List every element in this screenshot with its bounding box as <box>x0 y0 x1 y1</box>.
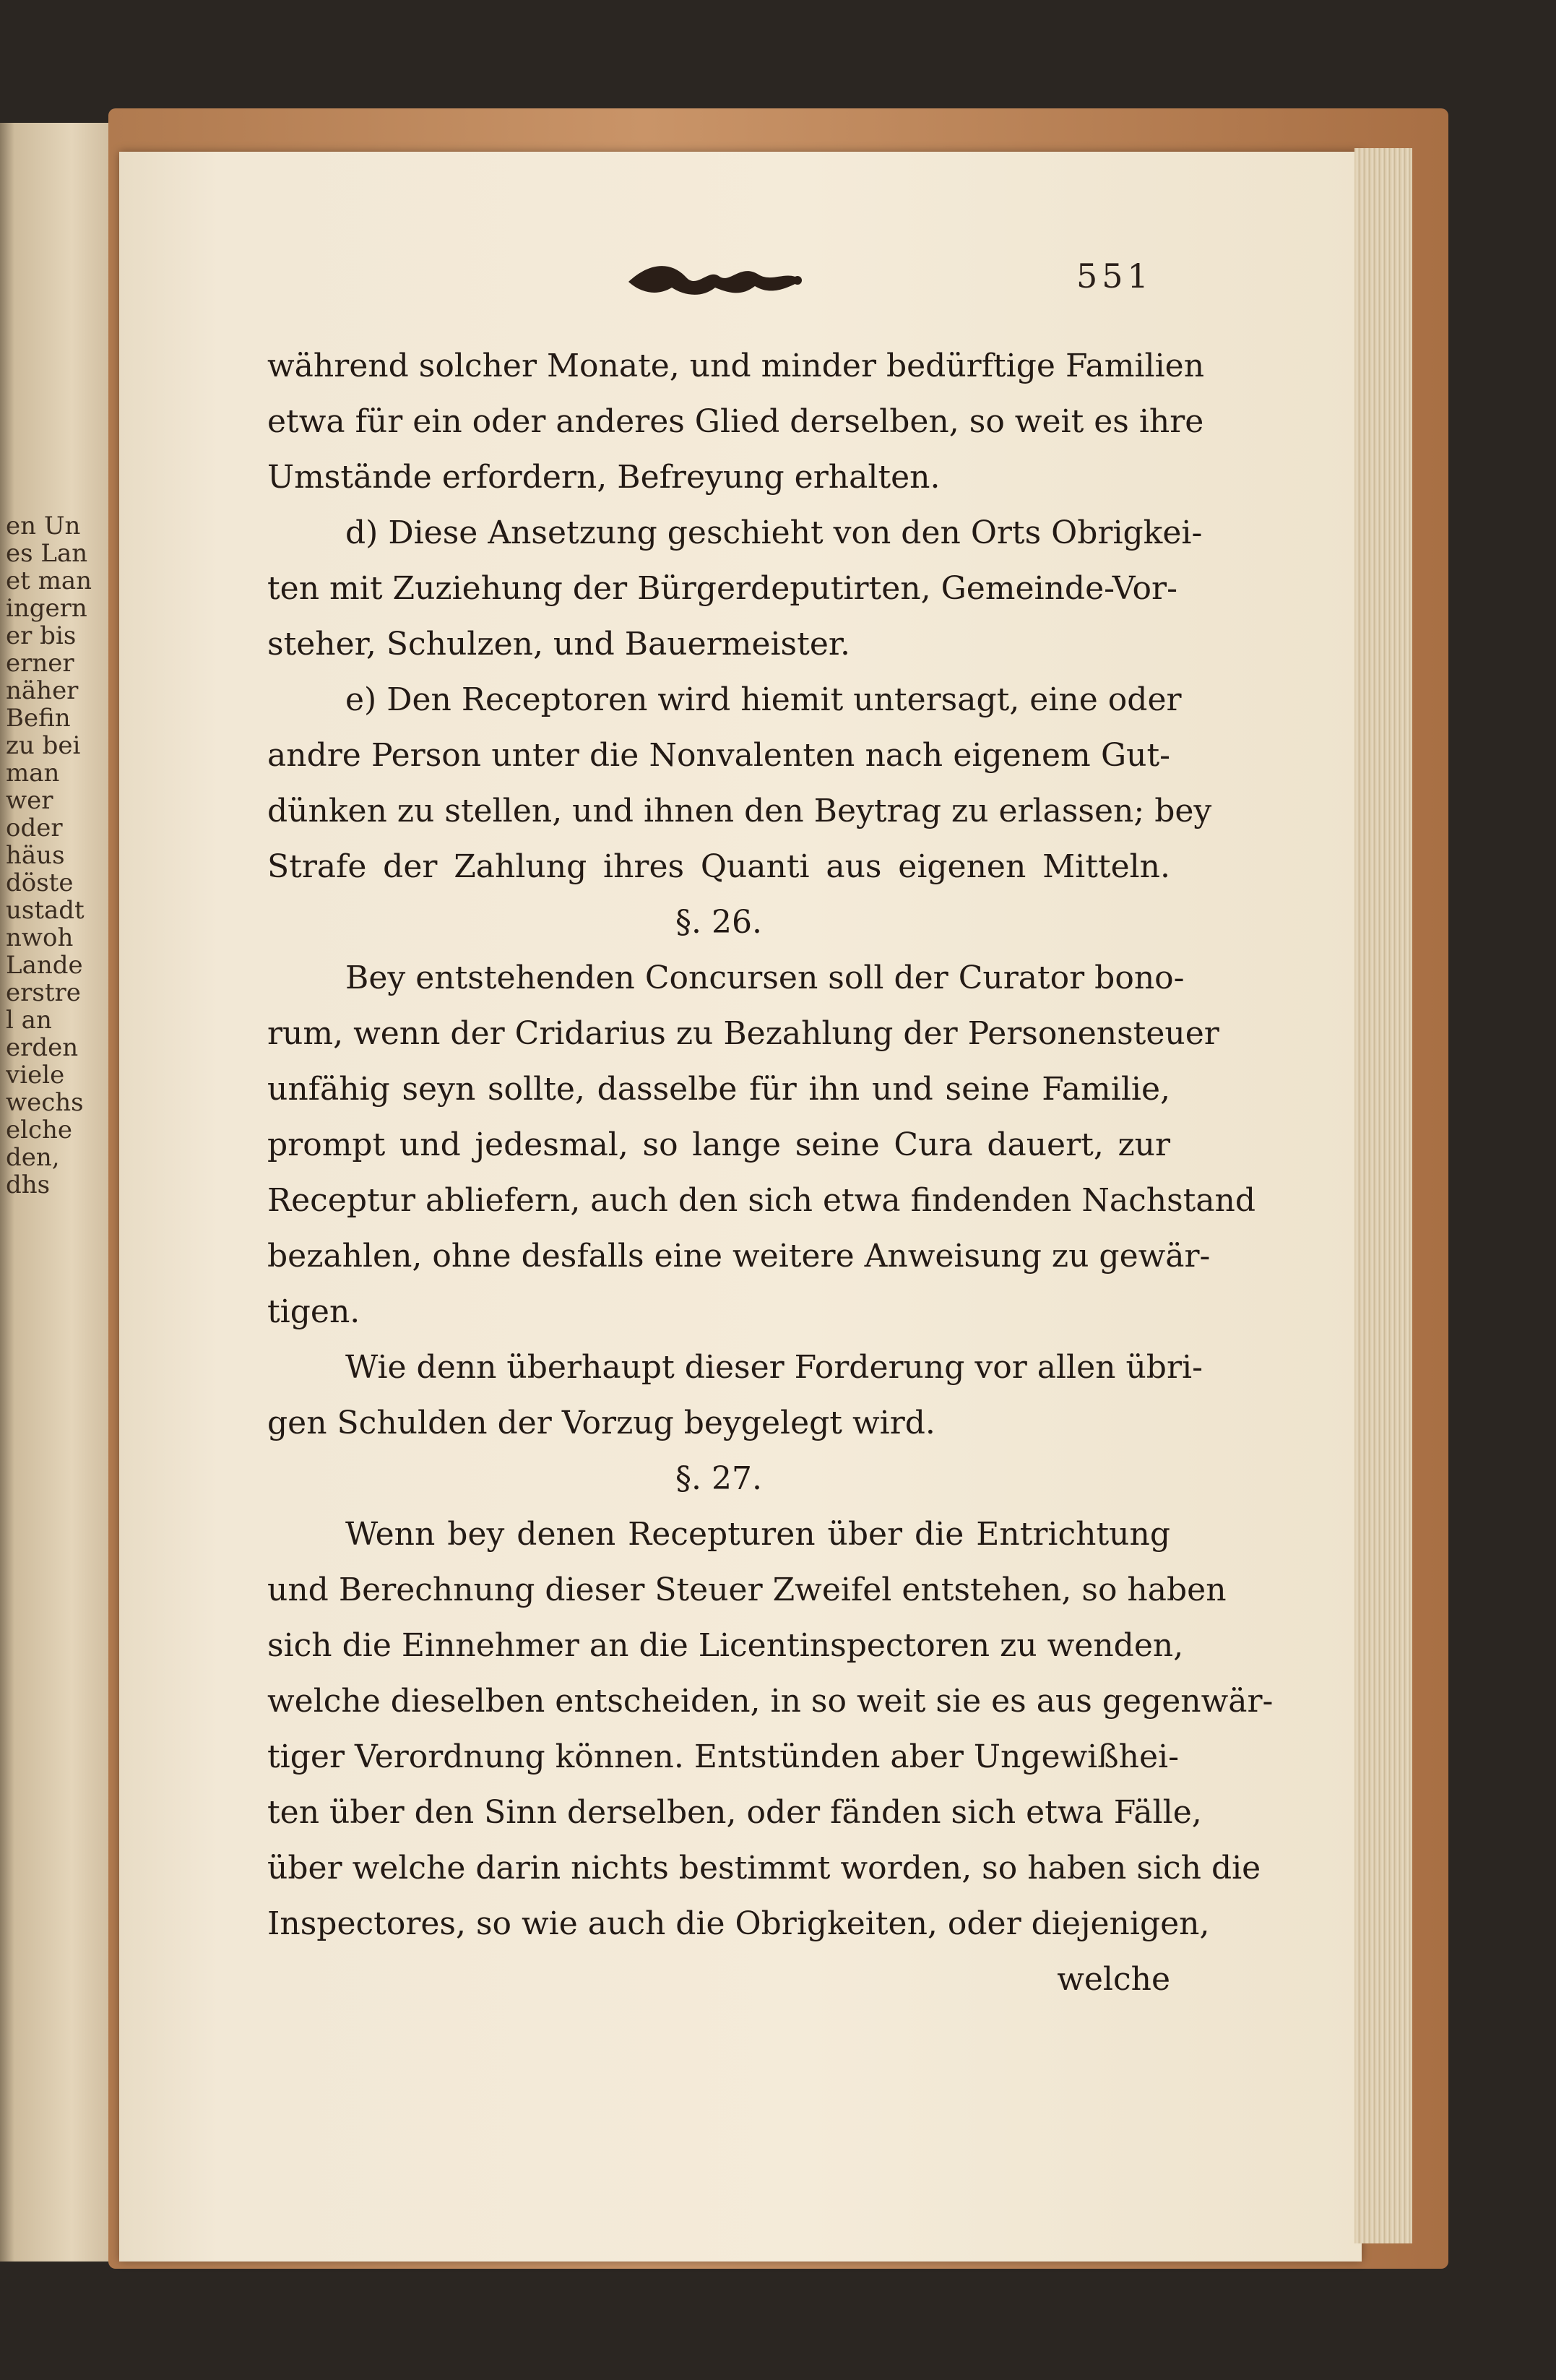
text-line: andre Person unter die Nonvalenten nach eigenem Gut- <box>267 737 1170 774</box>
text-line: gen Schulden der Vorzug beygelegt wird. <box>267 1405 935 1441</box>
left-page-fragment: man <box>6 760 60 787</box>
text-line: etwa für ein oder anderes Glied derselben, so weit es ihre <box>267 403 1204 440</box>
left-page-fragment: wechs <box>6 1090 84 1116</box>
left-page-fragment: erden <box>6 1035 79 1061</box>
left-page-fragment: ingern <box>6 595 87 622</box>
text-line: bezahlen, ohne desfalls eine weitere Anweisung zu gewär- <box>267 1238 1211 1275</box>
left-page-fragment: häus <box>6 842 65 869</box>
text-line: sich die Einnehmer an die Licentinspectoren zu wenden, <box>267 1627 1184 1664</box>
left-page-fragment: dhs <box>6 1172 51 1199</box>
left-page-fragment: er bis <box>6 623 77 650</box>
catchword: welche <box>1057 1961 1170 1998</box>
text-line: während solcher Monate, und minder bedürftige Familien <box>267 348 1205 384</box>
text-line: Strafe der Zahlung ihres Quanti aus eigenen Mitteln. <box>267 848 1170 885</box>
text-line: Bey entstehenden Concursen soll der Curator bono- <box>345 960 1185 996</box>
body-text <box>267 338 1274 2007</box>
text-line: über welche darin nichts bestimmt worden, so haben sich die <box>267 1850 1261 1887</box>
left-page-fragment: döste <box>6 870 74 897</box>
text-line: Inspectores, so wie auch die Obrigkeiten, oder diejenigen, <box>267 1905 1210 1942</box>
left-page-fragment: näher <box>6 678 79 704</box>
left-page-fragment: viele <box>6 1062 65 1089</box>
left-page-fragment: Lande <box>6 952 83 979</box>
left-page-fragment: l an <box>6 1007 52 1034</box>
left-page-fragment: ustadt <box>6 897 85 924</box>
text-line: tigen. <box>267 1293 360 1330</box>
text-line: prompt und jedesmal, so lange seine Cura dauert, zur <box>267 1126 1170 1163</box>
text-line: rum, wenn der Cridarius zu Bezahlung der Personensteuer <box>267 1015 1219 1052</box>
text-line: Wenn bey denen Recepturen über die Entrichtung <box>345 1516 1170 1553</box>
left-page-fragment: zu bei <box>6 733 81 759</box>
text-line: ten über den Sinn derselben, oder fänden sich etwa Fälle, <box>267 1794 1202 1831</box>
text-line: Wie denn überhaupt dieser Forderung vor allen übri- <box>345 1349 1203 1386</box>
text-line: welche dieselben entscheiden, in so weit sie es aus gegenwär- <box>267 1683 1274 1720</box>
text-line: Receptur abliefern, auch den sich etwa findenden Nachstand <box>267 1182 1256 1219</box>
left-page-fragment: oder <box>6 815 63 842</box>
left-page-edge <box>0 123 119 2262</box>
text-line: steher, Schulzen, und Bauermeister. <box>267 626 851 663</box>
left-page-fragment: en Un <box>6 513 81 540</box>
text-line: und Berechnung dieser Steuer Zweifel entstehen, so haben <box>267 1571 1227 1608</box>
left-page-fragment: Befin <box>6 705 71 732</box>
text-line: unfähig seyn sollte, dasselbe für ihn und seine Familie, <box>267 1071 1170 1108</box>
section-heading: §. 27. <box>675 1460 762 1497</box>
section-heading: §. 26. <box>675 904 762 941</box>
page-number: 551 <box>1076 256 1153 296</box>
text-line: e) Den Receptoren wird hiemit untersagt, eine oder <box>345 681 1182 718</box>
left-page-fragment: et man <box>6 568 92 595</box>
printer-ornament-icon <box>621 254 809 305</box>
left-page-fragment: nwoh <box>6 925 74 952</box>
left-page-fragment: erstre <box>6 980 81 1006</box>
text-line: ten mit Zuziehung der Bürgerdeputirten, Gemeinde-Vor- <box>267 570 1177 607</box>
left-page-text-fragments <box>6 513 114 1199</box>
text-line: Umstände erfordern, Befreyung erhalten. <box>267 459 941 496</box>
text-line: d) Diese Ansetzung geschieht von den Orts Obrigkei- <box>345 514 1203 551</box>
text-line: tiger Verordnung können. Entstünden aber Ungewißhei- <box>267 1738 1179 1775</box>
left-page-fragment: es Lan <box>6 540 88 567</box>
left-page-fragment: elche <box>6 1117 73 1144</box>
left-page-fragment: wer <box>6 788 53 814</box>
left-page-fragment: den, <box>6 1144 60 1171</box>
left-page-fragment: erner <box>6 650 74 677</box>
text-line: dünken zu stellen, und ihnen den Beytrag zu erlassen; bey <box>267 793 1212 829</box>
page-fore-edge <box>1354 148 1412 2243</box>
